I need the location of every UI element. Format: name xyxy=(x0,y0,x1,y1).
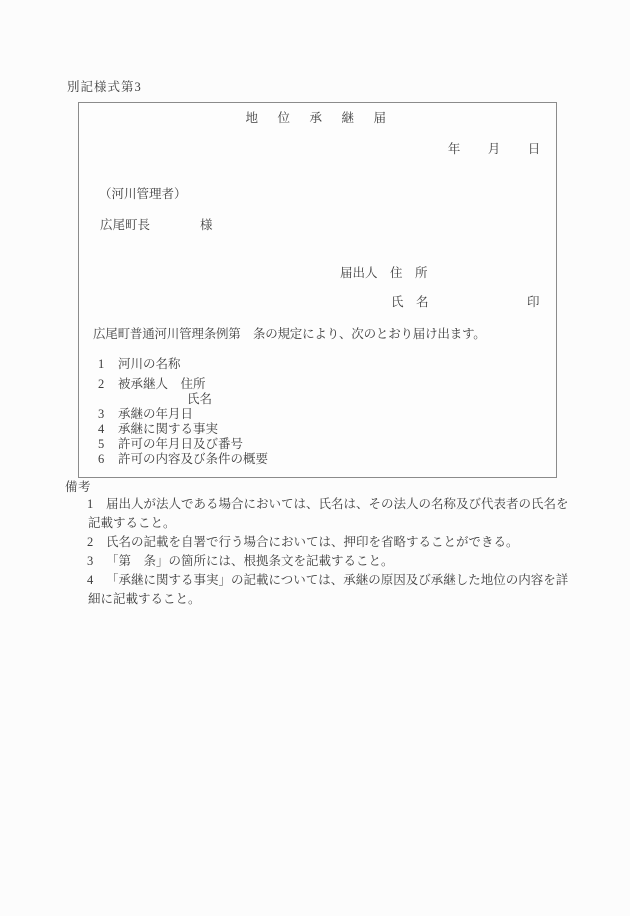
form-item-row xyxy=(98,357,268,372)
note-continuation: 記載すること。 xyxy=(88,516,176,530)
mayor-addressee-line: 広尾町長 様 xyxy=(100,218,213,232)
note-text: 届出人が法人である場合においては、氏名は、その法人の名称及び代表者の氏名を xyxy=(106,497,569,511)
form-number-label: 別記様式第3 xyxy=(67,80,142,94)
form-item-text: 被承継人 住所 xyxy=(118,377,206,391)
note-number: 1 xyxy=(87,497,94,511)
form-item-continuation-row xyxy=(98,392,268,407)
seal-label: 印 xyxy=(527,295,540,309)
body-sentence: 広尾町普通河川管理条例第 条の規定により、次のとおり届け出ます。 xyxy=(93,327,486,341)
form-item-number: 4 xyxy=(98,422,105,436)
note-text: 氏名の記載を自署で行う場合においては、押印を省略することができる。 xyxy=(106,535,519,549)
note-continuation: 細に記載すること。 xyxy=(88,592,201,606)
form-item-text: 許可の内容及び条件の概要 xyxy=(118,452,269,466)
note-row xyxy=(87,571,569,590)
form-item-row xyxy=(98,437,268,452)
date-line: 年 月 日 xyxy=(447,142,541,156)
note-row xyxy=(87,533,569,552)
form-item-number: 5 xyxy=(98,437,105,451)
declarant-address-line: 届出人 住 所 xyxy=(340,266,428,280)
note-item xyxy=(87,533,569,552)
note-row xyxy=(87,495,569,514)
form-item-number: 2 xyxy=(98,377,105,391)
form-title: 地 位 承 継 届 xyxy=(245,111,390,125)
form-item-number: 3 xyxy=(98,407,105,421)
form-box xyxy=(78,102,557,478)
note-item xyxy=(87,571,569,609)
river-manager-label: （河川管理者） xyxy=(99,187,187,201)
note-item xyxy=(87,552,569,571)
form-item-number: 6 xyxy=(98,452,105,466)
note-item xyxy=(87,495,569,533)
note-row xyxy=(87,552,569,571)
form-item-text: 承継に関する事実 xyxy=(118,422,219,436)
form-item-row xyxy=(98,422,268,437)
form-item-row xyxy=(98,452,268,467)
form-item-text: 河川の名称 xyxy=(118,357,181,371)
form-item-row xyxy=(98,377,268,392)
declarant-name-line: 氏 名 xyxy=(391,295,429,309)
notes-list xyxy=(87,495,569,609)
form-item-list xyxy=(98,357,268,467)
note-number: 4 xyxy=(87,573,94,587)
note-number: 3 xyxy=(87,554,94,568)
form-item-row xyxy=(98,407,268,422)
note-text: 「第 条」の箇所には、根拠条文を記載すること。 xyxy=(106,554,394,568)
note-number: 2 xyxy=(87,535,94,549)
form-item-number: 1 xyxy=(98,357,105,371)
notes-heading: 備考 xyxy=(65,480,92,494)
form-item-text: 承継の年月日 xyxy=(118,407,194,421)
note-text: 「承継に関する事実」の記載については、承継の原因及び承継した地位の内容を詳 xyxy=(106,573,569,587)
form-item-text: 氏名 xyxy=(187,392,213,406)
form-item-text: 許可の年月日及び番号 xyxy=(118,437,244,451)
